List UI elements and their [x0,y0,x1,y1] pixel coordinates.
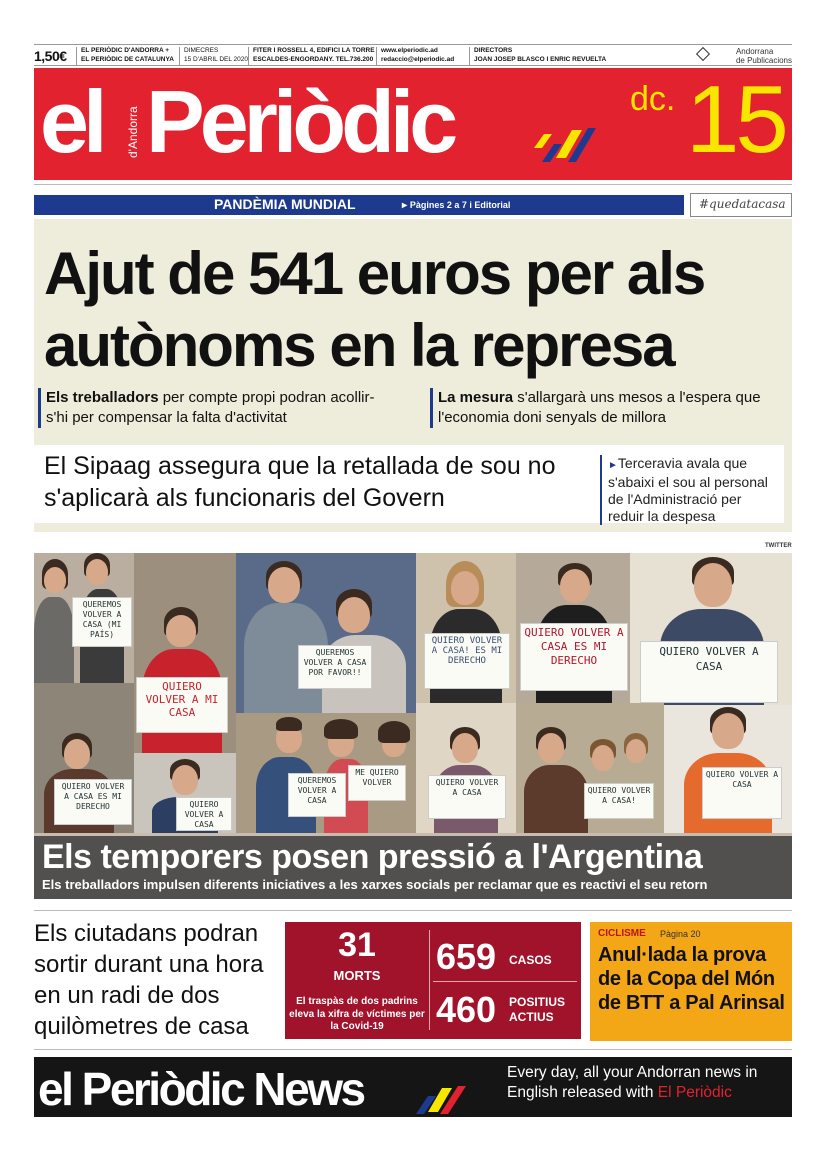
photo-tile [516,553,630,703]
stats-divider [433,981,577,982]
protest-sign: QUEREMOS VOLVER A CASA POR FAVOR!! [298,645,372,689]
cases-label: CASOS [509,953,552,967]
protest-sign: QUIERO VOLVER A CASA! ES MI DERECHO [424,633,510,689]
masthead-el: el [40,72,102,171]
email-link[interactable]: redaccio@elperiodic.ad [381,55,455,63]
arrow-right-icon: ▸ [402,200,410,211]
photo-tile [516,703,664,833]
protest-sign: QUEREMOS VOLVER A CASA [288,773,346,817]
website-link[interactable]: www.elperiodic.ad [381,47,438,54]
protest-sign: QUIERO VOLVER A MI CASA [136,677,228,733]
photo-tile [236,553,416,713]
issue-weekday: dc. [630,80,676,118]
photo-tile [416,553,516,703]
publisher-logo-icon [696,47,710,61]
publisher: Andorrana de Publicacions [735,47,792,65]
deaths-count: 31 [338,926,376,964]
photo-tile [134,553,236,753]
protest-sign: QUIERO VOLVER A CASA! [584,783,654,819]
lead-headline[interactable]: Ajut de 541 euros per als autònoms en la represa [44,240,705,379]
divider [34,910,792,911]
hashtag: #quedatacasa [690,193,792,217]
sports-page-ref: Pàgina 20 [660,929,701,939]
contact-info [376,47,454,65]
photo-tile [630,553,792,705]
lead-kicker-right: La mesura s'allargarà uns mesos a l'espera que l'economia doni senyals de millora [430,388,775,428]
photo-tile [34,683,134,833]
editions: EL PERIÒDIC D'ANDORRA + EL PERIÒDIC DE CATALUNYA [76,47,174,65]
arrow-right-icon: ► [608,460,618,471]
protest-sign: QUIERO VOLVER A CASA ES MI DERECHO [520,623,628,691]
section-bar[interactable] [34,195,684,215]
address: FITER I ROSSELL 4, EDIFICI LA TORRE ESCALDES-ENGORDANY. TEL.736.200 [248,47,375,65]
protest-sign: QUIERO VOLVER A CASA ES MI DERECHO [54,779,132,825]
protest-sign: QUIERO VOLVER A CASA [428,775,506,819]
issue-day-number: 15 [686,68,785,173]
sports-category: CICLISME [598,928,646,939]
sports-headline[interactable]: Anul·lada la prova de la Copa del Món de BTT a Pal Arinsal [598,944,785,1014]
photo-subheadline: Els treballadors impulsen diferents iniciatives a les xarxes socials per reclamar que es reactivi el seu retorn [42,877,708,892]
photo-tile [416,703,516,833]
side-note[interactable]: ►Terceravia avala que s'abaixi el sou al personal de l'Administració per reduir la despesa [600,455,780,525]
lead-kicker-left: Els treballadors per compte propi podran acollir-s'hi per compensar la falta d'activitat [38,388,383,428]
masthead[interactable] [34,68,792,180]
secondary-headline[interactable]: El Sipaag assegura que la retallada de sou no s'aplicarà als funcionaris del Govern [44,452,556,512]
cases-count: 659 [436,936,497,977]
news-banner-title: el Periòdic News [38,1063,364,1115]
protest-sign: QUEREMOS VOLVER A CASA (MI PAÍS) [72,597,132,647]
news-banner-text: Every day, all your Andorran news in English released with El Periòdic [507,1064,758,1101]
deaths-label: MORTS [333,968,381,983]
photo-tile [664,705,792,833]
positives-label: POSITIUS ACTIUS [509,995,566,1024]
directors: DIRECTORS JOAN JOSEP BLASCO I ENRIC REVUELTA [469,47,606,65]
top-info-strip [34,44,792,66]
andorra-flag-logo-icon [412,1082,466,1116]
brief-story[interactable]: Els ciutadans podran sortir durant una hora en un radi de dos quilòmetres de casa [34,920,264,1040]
news-brand: El Periòdic [657,1084,732,1101]
protest-sign: QUIERO VOLVER A CASA [640,641,778,703]
protest-sign: QUIERO VOLVER A CASA [702,767,782,819]
divider [34,1049,792,1050]
photo-headline[interactable]: Els temporers posen pressió a l'Argentina [42,838,703,876]
masthead-title: Periòdic [146,72,454,171]
masthead-andorra: d'Andorra [126,106,140,158]
positives-count: 460 [436,989,497,1030]
section-page-ref: ▸ Pàgines 2 a 7 i Editorial [402,200,511,211]
protest-sign: QUIERO VOLVER A CASA [176,797,232,831]
photo-tile [236,713,416,833]
section-title: PANDÈMIA MUNDIAL [214,196,356,212]
deaths-text: El traspàs de dos padrins eleva la xifra de víctimes per la Covid-19 [289,996,425,1032]
photo-credit: TWITTER [765,543,792,549]
andorra-flag-logo-icon [534,118,596,164]
issue-date: DIMECRES 15 D'ABRIL DEL 2020 [179,47,248,65]
protest-sign: ME QUIERO VOLVER [348,765,406,801]
price: 1,50€ [34,48,67,64]
photo-tile [134,753,236,833]
divider [34,184,792,185]
photo-tile [34,553,134,683]
stats-divider [429,930,430,1030]
